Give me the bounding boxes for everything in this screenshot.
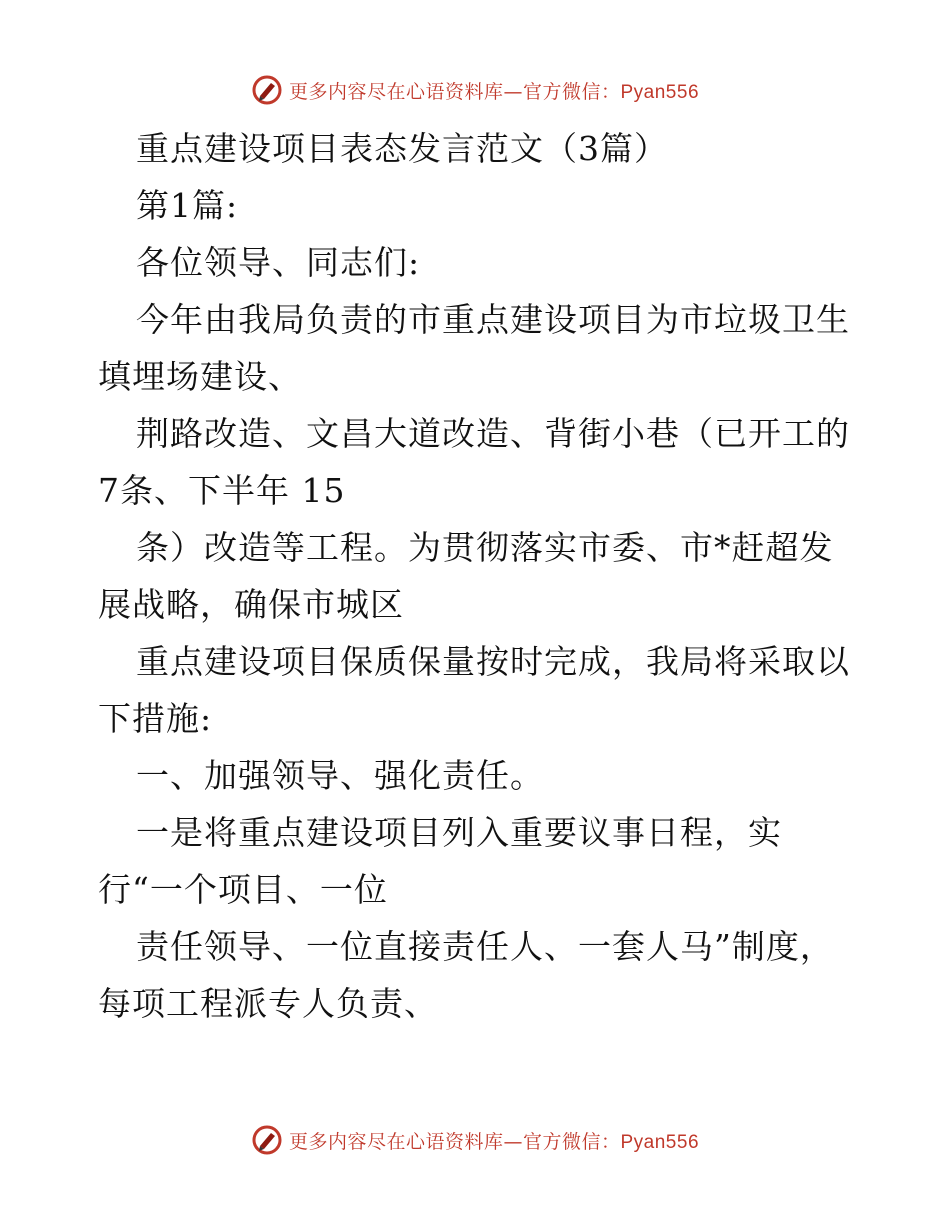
banner-slogan: 更多内容尽在心语资料库 [288,80,504,103]
paragraph-line: 条）改造等工程。为贯彻落实市委、市*赶超发 [136,528,834,567]
paragraph-line: 重点建设项目保质保量按时完成，我局将采取以 [136,642,850,681]
paragraph-line: 每项工程派专人负责、 [98,984,438,1023]
paragraph-line: 7条、下半年 15 [98,471,346,510]
pen-logo-icon [251,1124,283,1156]
document-body [98,120,858,1032]
footer-banner [0,1120,950,1160]
document-title: 重点建设项目表态发言范文（3篇） [136,129,668,168]
paragraph-line: 行“一个项目、一位 [98,870,388,909]
footer-banner-text [289,1127,699,1154]
section-heading: 第1篇: [136,186,239,225]
banner-dash: — [503,80,523,103]
paragraph-line: 展战略，确保市城区 [98,585,404,624]
banner-wechat-id: Pyan556 [620,1131,700,1153]
paragraph-line: 填埋场建设、 [98,357,302,396]
banner-dash: — [503,1130,523,1153]
paragraph-line: 今年由我局负责的市重点建设项目为市垃圾卫生 [136,300,850,339]
salutation: 各位领导、同志们: [136,243,421,282]
paragraph-line: 责任领导、一位直接责任人、一套人马”制度， [136,927,834,966]
subheading: 一、加强领导、强化责任。 [136,756,544,795]
pen-logo-icon [251,74,283,106]
banner-wechat-id: Pyan556 [620,81,700,103]
paragraph-line: 荆路改造、文昌大道改造、背街小巷（已开工的 [136,414,850,453]
header-banner [0,70,950,110]
paragraph-line: 下措施: [98,699,213,738]
header-banner-text [289,77,699,104]
banner-wechat-label: 官方微信： [522,1130,621,1153]
banner-wechat-label: 官方微信： [522,80,621,103]
paragraph-line: 一是将重点建设项目列入重要议事日程，实 [136,813,782,852]
banner-slogan: 更多内容尽在心语资料库 [288,1130,504,1153]
